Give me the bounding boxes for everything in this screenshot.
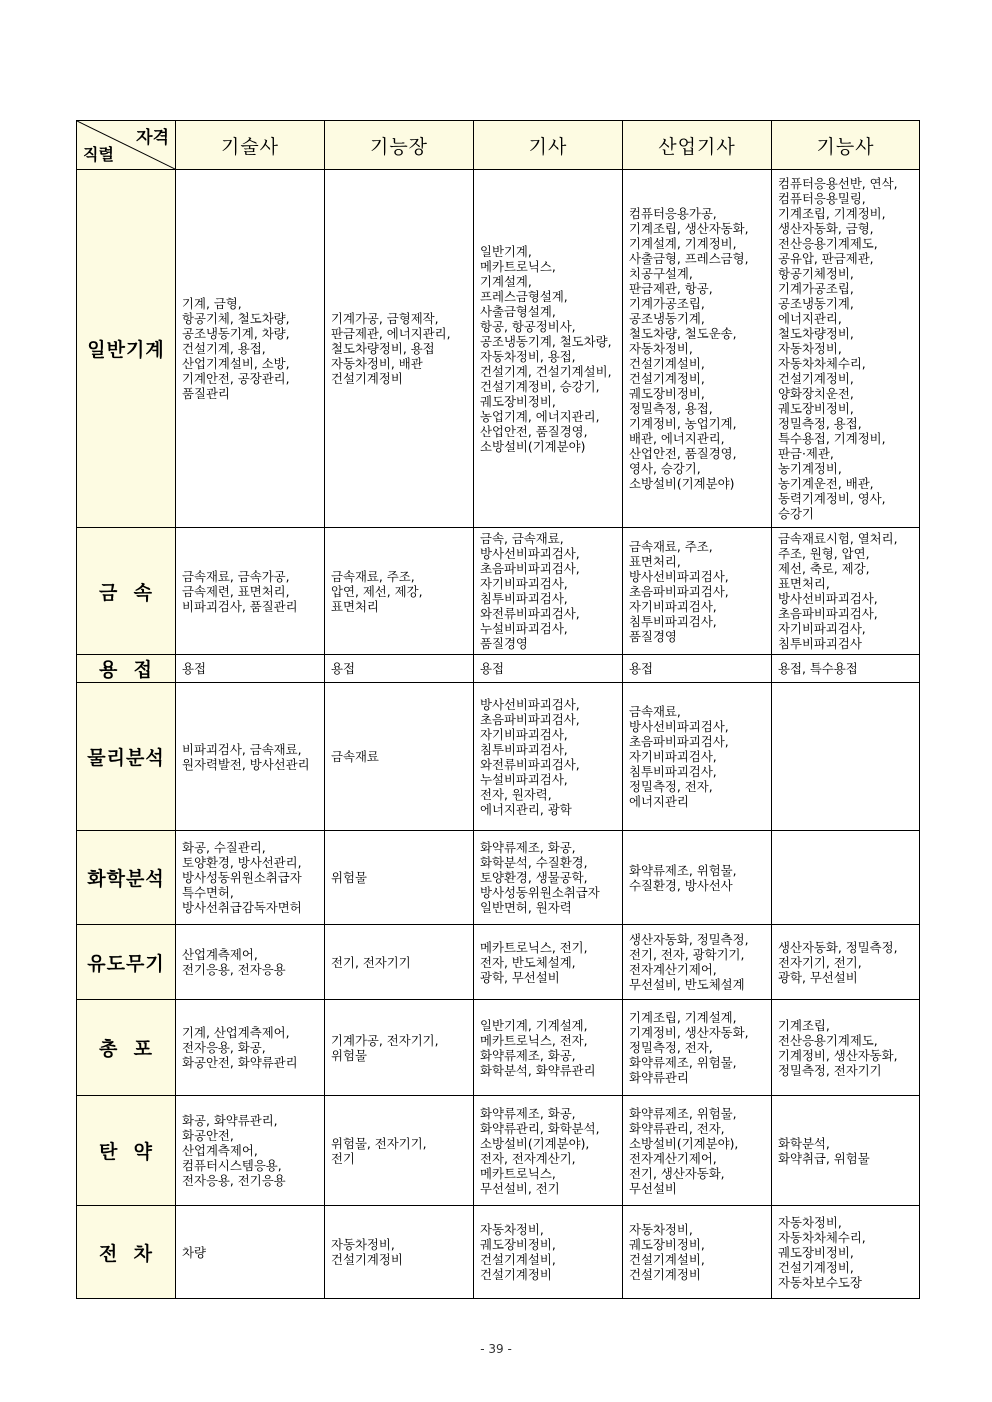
corner-header-cell bbox=[77, 121, 176, 170]
table-cell: 금속재료 bbox=[325, 683, 474, 831]
page-number: - 39 - bbox=[480, 1342, 512, 1356]
table-cell: 화약류제조, 위험물, 수질환경, 방사선사 bbox=[623, 831, 772, 925]
table-cell: 용접 bbox=[474, 655, 623, 683]
table-row bbox=[77, 655, 920, 683]
table-row bbox=[77, 683, 920, 831]
table-cell bbox=[772, 683, 920, 831]
table-cell: 기계, 금형, 항공기체, 철도차량, 공조냉동기계, 차량, 건설기계, 용접, 산업기계설비, 소방, 기계안전, 공장관리, 품질관리 bbox=[176, 170, 325, 528]
corner-series-label: 직렬 bbox=[83, 145, 114, 164]
table-cell: 컴퓨터응용가공, 기계조립, 생산자동화, 기계설계, 기계정비, 사출금형, 프레스금형, 치공구설계, 판금제관, 항공, 기계가공조립, 공조냉동기계, 철도차량, 철도운송, 자동차정비, 건설기계설비, 건설기계정비, 궤도장비정비, 정밀측정, 용접, 기계정비, 농업기계, 배관, 에너지관리, 산업안전, 품질경영, 영사, 승강기, 소방설비(기계분야) bbox=[623, 170, 772, 528]
table-cell: 화공, 화약류관리, 화공안전, 산업계측제어, 컴퓨터시스템응용, 전자응용, 전기응용 bbox=[176, 1096, 325, 1206]
column-header: 기능장 bbox=[325, 121, 474, 170]
row-header: 물리분석 bbox=[77, 683, 176, 831]
table-cell: 용접 bbox=[623, 655, 772, 683]
table-cell: 기계가공, 금형제작, 판금제관, 에너지관리, 철도차량정비, 용접 자동차정비, 배관 건설기계정비 bbox=[325, 170, 474, 528]
header-row bbox=[77, 121, 920, 170]
table-cell: 금속재료시험, 열처리, 주조, 원형, 압연, 제선, 축로, 제강, 표면처리, 방사선비파괴검사, 초음파비파괴검사, 자기비파괴검사, 침투비파괴검사 bbox=[772, 528, 920, 655]
table-cell: 일반기계, 메카트로닉스, 기계설계, 프레스금형설계, 사출금형설계, 항공, 항공정비사, 공조냉동기계, 철도차량, 자동차정비, 용접, 건설기계, 건설기계설비, 건설기계정비, 승강기, 궤도장비정비, 농업기계, 에너지관리, 산업안전, 품질경영, 소방설비(기계분야) bbox=[474, 170, 623, 528]
table-cell: 화약류제조, 화공, 화약류관리, 화학분석, 소방설비(기계분야), 전자, 전자계산기, 메카트로닉스, 무선설비, 전기 bbox=[474, 1096, 623, 1206]
table-row bbox=[77, 170, 920, 528]
qualification-table bbox=[76, 120, 920, 1299]
table-cell: 용접 bbox=[176, 655, 325, 683]
column-header: 기술사 bbox=[176, 121, 325, 170]
table-cell: 금속재료, 방사선비파괴검사, 초음파비파괴검사, 자기비파괴검사, 침투비파괴검사, 정밀측정, 전자, 에너지관리 bbox=[623, 683, 772, 831]
table-row bbox=[77, 1096, 920, 1206]
table-cell bbox=[772, 831, 920, 925]
table-row bbox=[77, 925, 920, 1000]
table-cell: 위험물 bbox=[325, 831, 474, 925]
table-cell: 화공, 수질관리, 토양환경, 방사선관리, 방사성동위원소취급자 특수면허, 방사선취급감독자면허 bbox=[176, 831, 325, 925]
row-header: 화학분석 bbox=[77, 831, 176, 925]
table-cell: 자동차정비, 궤도장비정비, 건설기계설비, 건설기계정비 bbox=[623, 1206, 772, 1299]
table-cell: 컴퓨터응용선반, 연삭, 컴퓨터응용밀링, 기계조립, 기계정비, 생산자동화, 금형, 전산응용기계제도, 공유압, 판금제관, 항공기체정비, 기계가공조립, 공조냉동기계, 에너지관리, 철도차량정비, 자동차정비, 자동차차체수리, 건설기계정비, 양화장치운전, 궤도장비정비, 정밀측정, 용접, 특수용접, 기계정비, 판금·제관, 농기계정비, 농기계운전, 배관, 동력기계정비, 영사, 승강기 bbox=[772, 170, 920, 528]
table-cell: 금속재료, 주조, 압연, 제선, 제강, 표면처리 bbox=[325, 528, 474, 655]
column-header: 기능사 bbox=[772, 121, 920, 170]
table-cell: 일반기계, 기계설계, 메카트로닉스, 전자, 화약류제조, 화공, 화학분석, 화약류관리 bbox=[474, 1000, 623, 1096]
table-cell: 전기, 전자기기 bbox=[325, 925, 474, 1000]
table-cell: 자동차정비, 건설기계정비 bbox=[325, 1206, 474, 1299]
table-cell: 기계조립, 전산응용기계제도, 기계정비, 생산자동화, 정밀측정, 전자기기 bbox=[772, 1000, 920, 1096]
table-cell: 비파괴검사, 금속재료, 원자력발전, 방사선관리 bbox=[176, 683, 325, 831]
table-cell: 금속, 금속재료, 방사선비파괴검사, 초음파비파괴검사, 자기비파괴검사, 침투비파괴검사, 와전류비파괴검사, 누설비파괴검사, 품질경영 bbox=[474, 528, 623, 655]
table-cell: 기계가공, 전자기기, 위험물 bbox=[325, 1000, 474, 1096]
table-cell: 차량 bbox=[176, 1206, 325, 1299]
row-header: 전 차 bbox=[77, 1206, 176, 1299]
table-cell: 화학분석, 화약취급, 위험물 bbox=[772, 1096, 920, 1206]
table-cell: 화약류제조, 화공, 화학분석, 수질환경, 토양환경, 생물공학, 방사성동위원소취급자 일반면허, 원자력 bbox=[474, 831, 623, 925]
table-cell: 화약류제조, 위험물, 화약류관리, 전자, 소방설비(기계분야), 전자계산기제어, 전기, 생산자동화, 무선설비 bbox=[623, 1096, 772, 1206]
row-header: 유도무기 bbox=[77, 925, 176, 1000]
column-header: 산업기사 bbox=[623, 121, 772, 170]
column-header: 기사 bbox=[474, 121, 623, 170]
table-row bbox=[77, 528, 920, 655]
row-header: 용 접 bbox=[77, 655, 176, 683]
table-cell: 위험물, 전자기기, 전기 bbox=[325, 1096, 474, 1206]
table-cell: 자동차정비, 궤도장비정비, 건설기계설비, 건설기계정비 bbox=[474, 1206, 623, 1299]
table-row bbox=[77, 1206, 920, 1299]
row-header: 금 속 bbox=[77, 528, 176, 655]
row-header: 총 포 bbox=[77, 1000, 176, 1096]
corner-qualification-label: 자격 bbox=[136, 128, 169, 148]
table-cell: 산업계측제어, 전기응용, 전자응용 bbox=[176, 925, 325, 1000]
table-cell: 생산자동화, 정밀측정, 전자기기, 전기, 광학, 무선설비 bbox=[772, 925, 920, 1000]
table-cell: 생산자동화, 정밀측정, 전기, 전자, 광학기기, 전자계산기제어, 무선설비, 반도체설계 bbox=[623, 925, 772, 1000]
table-cell: 기계, 산업계측제어, 전자응용, 화공, 화공안전, 화약류관리 bbox=[176, 1000, 325, 1096]
row-header: 일반기계 bbox=[77, 170, 176, 528]
table-cell: 금속재료, 금속가공, 금속제련, 표면처리, 비파괴검사, 품질관리 bbox=[176, 528, 325, 655]
table-cell: 용접 bbox=[325, 655, 474, 683]
table-cell: 기계조립, 기계설계, 기계정비, 생산자동화, 정밀측정, 전자, 화약류제조, 위험물, 화약류관리 bbox=[623, 1000, 772, 1096]
table-row bbox=[77, 1000, 920, 1096]
table-cell: 메카트로닉스, 전기, 전자, 반도체설계, 광학, 무선설비 bbox=[474, 925, 623, 1000]
table-row bbox=[77, 831, 920, 925]
row-header: 탄 약 bbox=[77, 1096, 176, 1206]
table-cell: 용접, 특수용접 bbox=[772, 655, 920, 683]
table-cell: 금속재료, 주조, 표면처리, 방사선비파괴검사, 초음파비파괴검사, 자기비파괴검사, 침투비파괴검사, 품질경영 bbox=[623, 528, 772, 655]
table-cell: 자동차정비, 자동차차체수리, 궤도장비정비, 건설기계정비, 자동차보수도장 bbox=[772, 1206, 920, 1299]
table-cell: 방사선비파괴검사, 초음파비파괴검사, 자기비파괴검사, 침투비파괴검사, 와전류비파괴검사, 누설비파괴검사, 전자, 원자력, 에너지관리, 광학 bbox=[474, 683, 623, 831]
